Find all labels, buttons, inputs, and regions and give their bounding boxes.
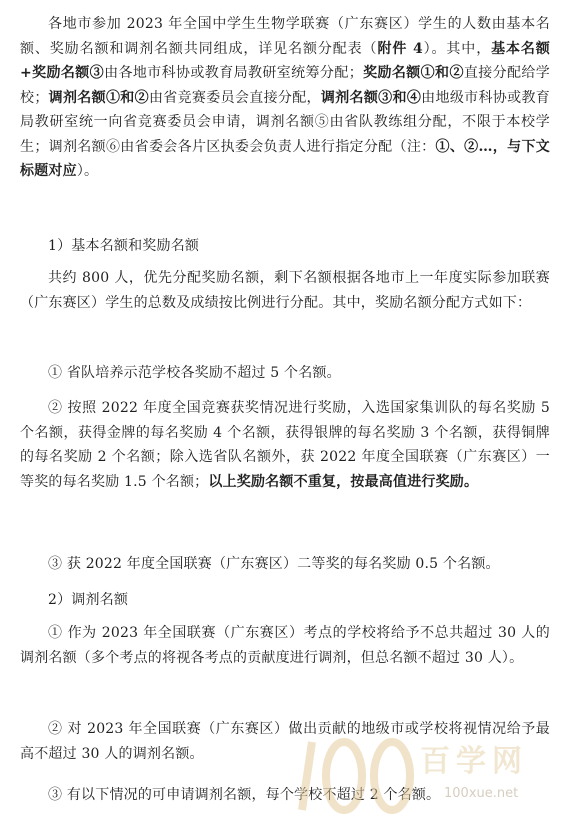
heading-basic-and-reward-quota — [20, 234, 550, 259]
text-run: 由地级市科协或教育局教研室统一向省竞赛委员会申请，调剂名额⑤由省队教练组分配，不限于本校学生；调剂名额⑥由省委会各片区执委会负责人进行指定分配（注： — [20, 89, 550, 155]
text-run: ）。其中， — [422, 40, 492, 57]
bold-text-run: 以上奖励名额不重复，按最高值进行奖励。 — [208, 473, 479, 490]
heading-adjustment-quota — [20, 588, 550, 613]
bold-text-run: 附件 4 — [377, 40, 423, 57]
text-run: 2）调剂名额 — [48, 592, 129, 608]
watermark-site-name: 百学网 — [420, 744, 528, 779]
text-run: ① 省队培养示范学校各奖励不超过 5 个名额。 — [48, 365, 341, 381]
text-run: ）。 — [76, 163, 99, 179]
text-run: 各地市参加 2023 年全国中学生生物学联赛（广东赛区）学生的人数由基本名额、奖励名额和调剂名额共同组成，详见名额分配表（ — [20, 16, 550, 57]
reward-item-1 — [20, 361, 550, 386]
bold-text-run: 调剂名额③和④ — [320, 89, 422, 106]
text-run: 由省竞赛委员会直接分配， — [148, 89, 321, 106]
watermark-url: 100xue.net — [444, 786, 519, 801]
paragraph-basic-quota — [20, 266, 550, 315]
adjustment-item-2 — [20, 717, 550, 766]
adjustment-item-1 — [20, 621, 550, 670]
reward-item-3 — [20, 552, 550, 577]
text-run: ② 对 2023 年全国联赛（广东赛区）做出贡献的地级市或学校将视情况给予最高不超过 30 人的调剂名额。 — [20, 721, 550, 762]
reward-item-2 — [20, 396, 550, 494]
text-run: ③ 有以下情况的可申请调剂名额，每个学校不超过 2 个名额。 — [48, 787, 441, 803]
text-run: 由各地市科协或教育局教研室统筹分配； — [104, 65, 363, 81]
text-run: 共约 800 人，优先分配奖励名额，剩下名额根据各地市上一年度实际参加联赛（广东赛区）学生的总数及成绩按比例进行分配。其中，奖励名额分配方式如下： — [20, 270, 550, 311]
text-run: 1）基本名额和奖励名额 — [48, 238, 200, 254]
text-run: ① 作为 2023 年全国联赛（广东赛区）考点的学校将给予不总共超过 30 人的调剂名额（多个考点的将视各考点的贡献度进行调剂，但总名额不超过 30 人）。 — [20, 625, 550, 666]
bold-text-run: 奖励名额①和② — [362, 65, 464, 81]
text-run: ③ 获 2022 年度全国联赛（广东赛区）二等奖的每名奖励 0.5 个名额。 — [48, 556, 500, 572]
bold-text-run: ①、②…，与下文标题对应 — [20, 138, 550, 179]
text-run: 直接分配给学校； — [20, 65, 550, 106]
bold-text-run: 调剂名额①和② — [48, 89, 149, 106]
text-run: ② 按照 2022 年度全国竞赛获奖情况进行奖励，入选国家集训队的每名奖励 5 个名额，获得金牌的每名奖励 4 个名额，获得银牌的每名奖励 3 个名额，获得铜牌的每名奖励 2 个名额；除入选省队名额外，获 2022 年度全国联赛（广东赛区）一等奖的每名奖励 1.5 个名额； — [20, 400, 550, 490]
paragraph-intro — [20, 12, 550, 184]
adjustment-item-3 — [20, 783, 550, 808]
bold-text-run: 基本名额+奖励名额③ — [20, 40, 550, 81]
